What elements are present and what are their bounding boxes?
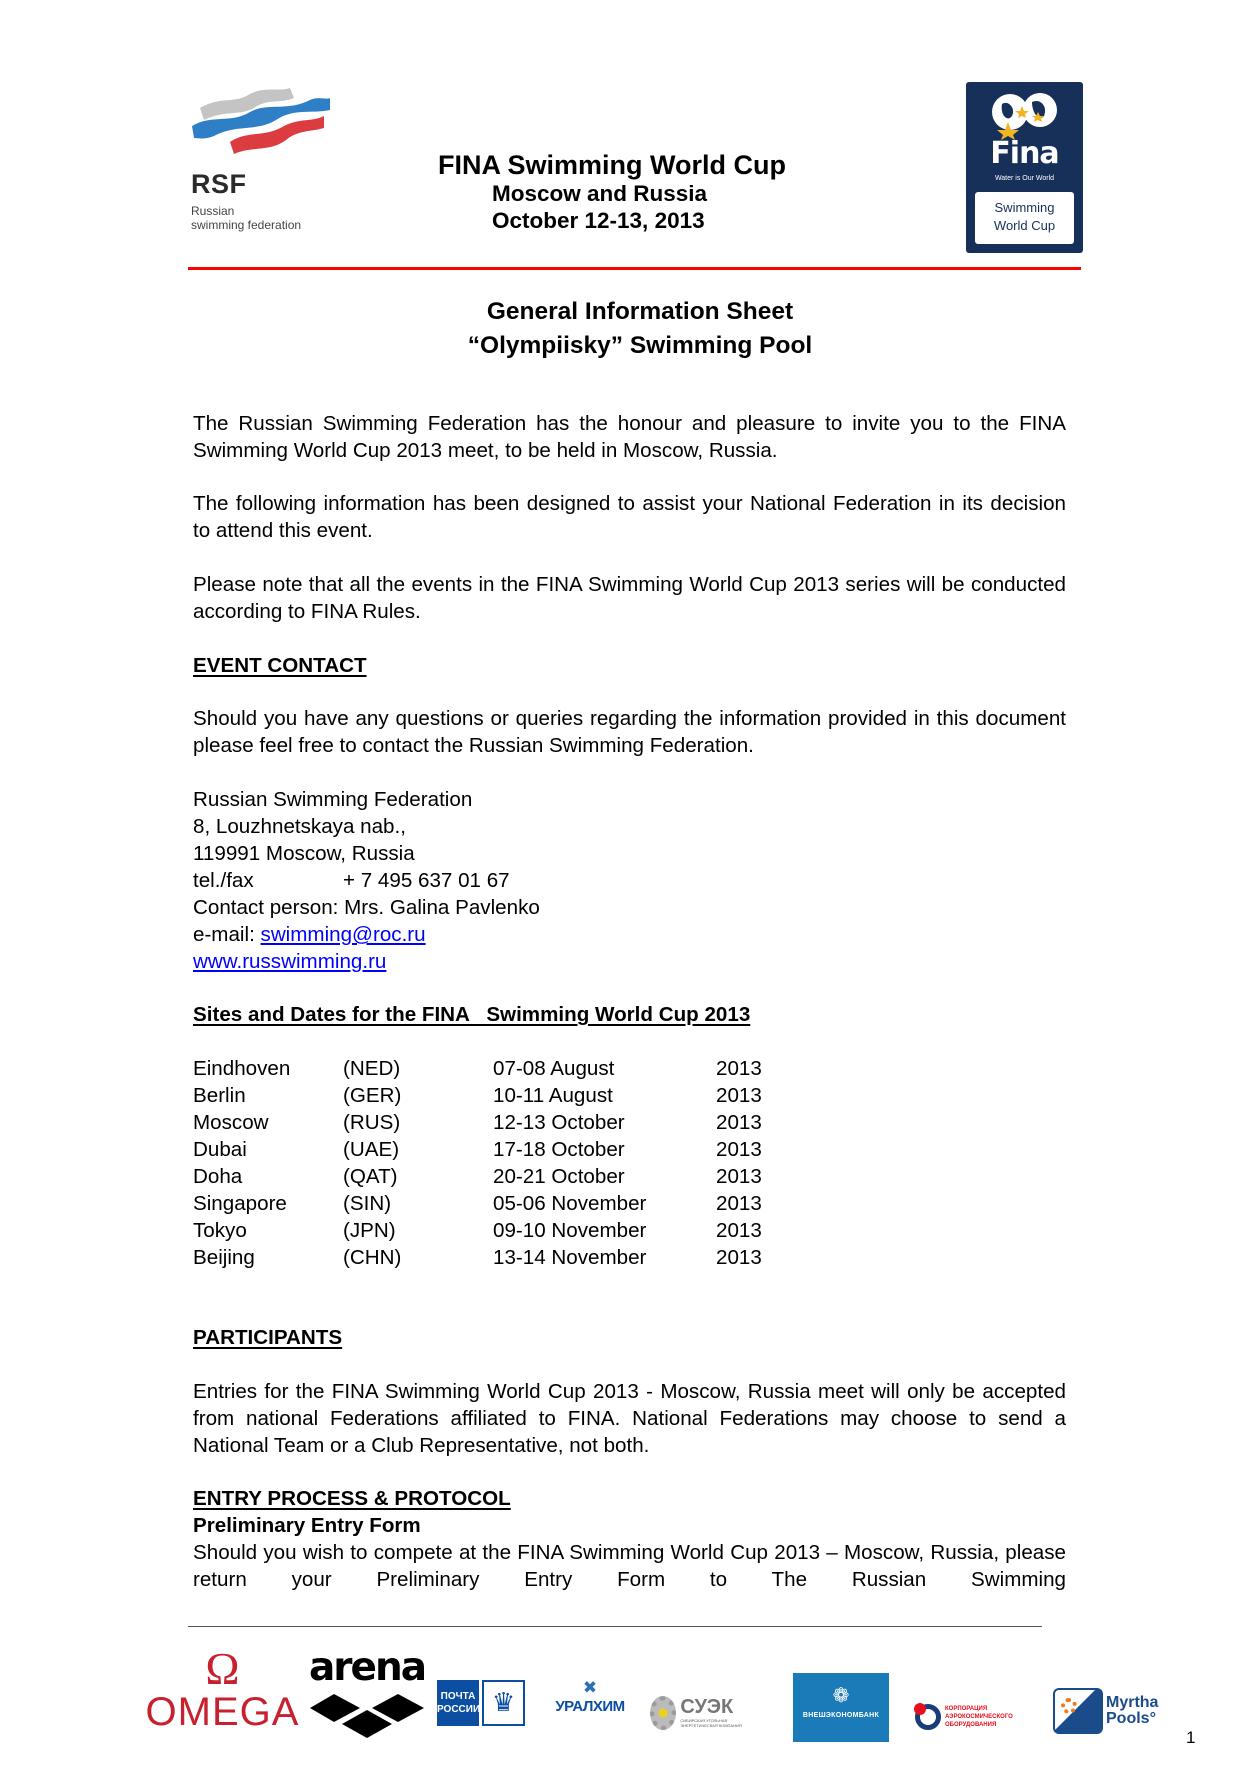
pochta-rossii-logo <box>437 1680 527 1728</box>
sites-table-row <box>193 1136 813 1163</box>
veb-logo <box>793 1673 889 1742</box>
contact-website-row <box>193 948 386 975</box>
site-year: 2013 <box>716 1192 762 1215</box>
site-country-code: (GER) <box>343 1084 402 1107</box>
globe-icon <box>988 90 1060 140</box>
arena-logo <box>308 1645 426 1743</box>
document-subtitle: “Olympiisky” Swimming Pool <box>467 332 813 359</box>
site-country-code: (SIN) <box>343 1192 392 1215</box>
site-city: Moscow <box>193 1111 269 1134</box>
site-dates: 07-08 August <box>493 1057 615 1080</box>
site-dates: 20-21 October <box>493 1165 625 1188</box>
sites-table-row <box>193 1109 813 1136</box>
site-dates: 17-18 October <box>493 1138 625 1161</box>
contact-tel-row <box>193 867 593 894</box>
fina-world-cup-logo <box>966 82 1083 253</box>
fina-wordmark: Fina <box>990 136 1059 171</box>
rsf-logo-abbr: RSF <box>191 169 247 199</box>
uralchim-wordmark: УРАЛХИМ <box>555 1698 625 1715</box>
contact-address-1: 8, Louzhnetskaya nab., <box>193 815 406 838</box>
site-year: 2013 <box>716 1111 762 1134</box>
sites-table-row <box>193 1082 813 1109</box>
omega-logo <box>135 1643 310 1741</box>
footer-divider <box>188 1626 1042 1627</box>
entry-paragraph: Should you wish to compete at the FINA Swimming World Cup 2013 – Moscow, Russia, please return your Preliminary Entry Form to The Russian Swimming <box>193 1541 1066 1591</box>
omega-wordmark: OMEGA <box>145 1690 300 1734</box>
kao-mark-icon <box>915 1704 941 1730</box>
site-year: 2013 <box>716 1246 762 1269</box>
email-link[interactable]: swimming@roc.ru <box>260 923 426 946</box>
tel-value: + 7 495 637 01 67 <box>343 869 510 892</box>
site-city: Berlin <box>193 1084 246 1107</box>
sites-table <box>193 1055 813 1271</box>
event-contact-paragraph: Should you have any questions or queries regarding the information provided in this document please feel free to contact the Russian Swimming Federation. <box>193 707 1066 757</box>
site-city: Beijing <box>193 1246 255 1269</box>
header-divider <box>188 267 1081 270</box>
event-contact-heading: EVENT CONTACT <box>193 654 367 677</box>
intro-paragraph-1: The Russian Swimming Federation has the honour and pleasure to invite you to the FINA Swimming World Cup 2013 meet, to be held in Moscow, Russia. <box>193 412 1066 462</box>
header-dates: October 12-13, 2013 <box>492 208 705 233</box>
pochta-line1: ПОЧТА <box>440 1691 476 1702</box>
website-link[interactable]: www.russwimming.ru <box>193 950 387 973</box>
sites-heading: Sites and Dates for the FINA Swimming World Cup 2013 <box>193 1003 751 1026</box>
pochta-wordmark <box>437 1680 479 1726</box>
gear-icon <box>650 1696 676 1730</box>
sites-table-row <box>193 1055 813 1082</box>
myrtha-wordmark <box>1106 1695 1158 1727</box>
site-city: Dubai <box>193 1138 247 1161</box>
veb-wordmark: ВНЕШЭКОНОМБАНК <box>802 1712 880 1719</box>
sites-table-row <box>193 1217 813 1244</box>
sites-table-row <box>193 1244 813 1271</box>
email-label: e-mail: <box>193 923 261 946</box>
site-city: Tokyo <box>193 1219 247 1242</box>
fina-label-line1: Swimming <box>994 200 1055 215</box>
uralchim-mark-icon: ✖ <box>582 1678 598 1697</box>
site-country-code: (CHN) <box>343 1246 402 1269</box>
site-year: 2013 <box>716 1219 762 1242</box>
contact-person: Contact person: Mrs. Galina Pavlenko <box>193 896 540 919</box>
wave-sun-icon <box>1053 1688 1103 1734</box>
site-dates: 13-14 November <box>493 1246 647 1269</box>
site-dates: 12-13 October <box>493 1111 625 1134</box>
omega-symbol-icon: Ω <box>205 1643 240 1694</box>
site-country-code: (NED) <box>343 1057 401 1080</box>
contact-email-row <box>193 921 426 948</box>
preliminary-entry-subheading: Preliminary Entry Form <box>193 1514 421 1537</box>
veb-emblem-icon: ❁ <box>832 1685 850 1707</box>
kao-logo <box>915 1700 1035 1734</box>
kao-line3: ОБОРУДОВАНИЯ <box>945 1722 997 1728</box>
kao-line2: АЭРОКОСМИЧЕСКОГО <box>945 1714 1013 1720</box>
site-country-code: (RUS) <box>343 1111 401 1134</box>
site-country-code: (JPN) <box>343 1219 396 1242</box>
site-year: 2013 <box>716 1084 762 1107</box>
myrtha-line2: Pools° <box>1106 1710 1156 1727</box>
rsf-flag-logo <box>190 86 332 156</box>
header-location: Moscow and Russia <box>492 181 708 206</box>
site-city: Eindhoven <box>193 1057 291 1080</box>
site-year: 2013 <box>716 1057 762 1080</box>
page-number: 1 <box>1186 1728 1196 1747</box>
eagle-emblem-icon: ♛ <box>482 1680 525 1726</box>
sites-table-row <box>193 1163 813 1190</box>
rsf-logo-line1: Russian <box>191 204 235 218</box>
participants-heading: PARTICIPANTS <box>193 1326 343 1349</box>
site-year: 2013 <box>716 1138 762 1161</box>
header-title: FINA Swimming World Cup <box>438 150 786 180</box>
tel-label: tel./fax <box>193 869 254 892</box>
suek-fullname: СИБИРСКАЯ УГОЛЬНАЯ ЭНЕРГЕТИЧЕСКАЯ КОМПАНИЯ <box>680 1718 742 1728</box>
intro-paragraph-3: Please note that all the events in the FINA Swimming World Cup 2013 series will be conducted according to FINA Rules. <box>193 573 1066 623</box>
site-year: 2013 <box>716 1165 762 1188</box>
fina-label-line2: World Cup <box>993 218 1056 233</box>
participants-paragraph: Entries for the FINA Swimming World Cup 2013 - Moscow, Russia meet will only be accepted from national Federations affiliated to FINA. National Federations may choose to send a National Team or a Club Representative, not both. <box>193 1380 1066 1457</box>
intro-paragraph-2: The following information has been designed to assist your National Federation in its decision to attend this event. <box>193 492 1066 542</box>
arena-wordmark: arena <box>308 1645 426 1690</box>
fina-tagline: Water is Our World <box>994 175 1055 182</box>
site-city: Doha <box>193 1165 243 1188</box>
fina-event-label <box>975 192 1074 244</box>
pochta-line2: РОССИИ <box>437 1704 481 1715</box>
document-title: General Information Sheet <box>486 298 794 325</box>
site-dates: 10-11 August <box>493 1084 613 1107</box>
contact-org: Russian Swimming Federation <box>193 788 473 811</box>
kao-wordmark <box>945 1705 1013 1729</box>
site-dates: 09-10 November <box>493 1219 647 1242</box>
kao-line1: КОРПОРАЦИЯ <box>945 1706 988 1712</box>
site-dates: 05-06 November <box>493 1192 647 1215</box>
sites-table-row <box>193 1190 813 1217</box>
rsf-logo-line2: swimming federation <box>191 218 302 232</box>
suek-logo <box>650 1690 755 1735</box>
arena-diamonds-icon <box>308 1688 426 1740</box>
myrtha-pools-logo <box>1053 1687 1171 1735</box>
contact-address-2: 119991 Moscow, Russia <box>193 842 415 865</box>
uralchim-logo <box>543 1678 637 1728</box>
site-city: Singapore <box>193 1192 287 1215</box>
site-country-code: (UAE) <box>343 1138 400 1161</box>
myrtha-line1: Myrtha <box>1106 1694 1159 1711</box>
entry-heading: ENTRY PROCESS & PROTOCOL <box>193 1487 511 1510</box>
suek-wordmark: СУЭК <box>680 1696 734 1718</box>
site-country-code: (QAT) <box>343 1165 398 1188</box>
rsf-logo-name <box>191 204 301 232</box>
